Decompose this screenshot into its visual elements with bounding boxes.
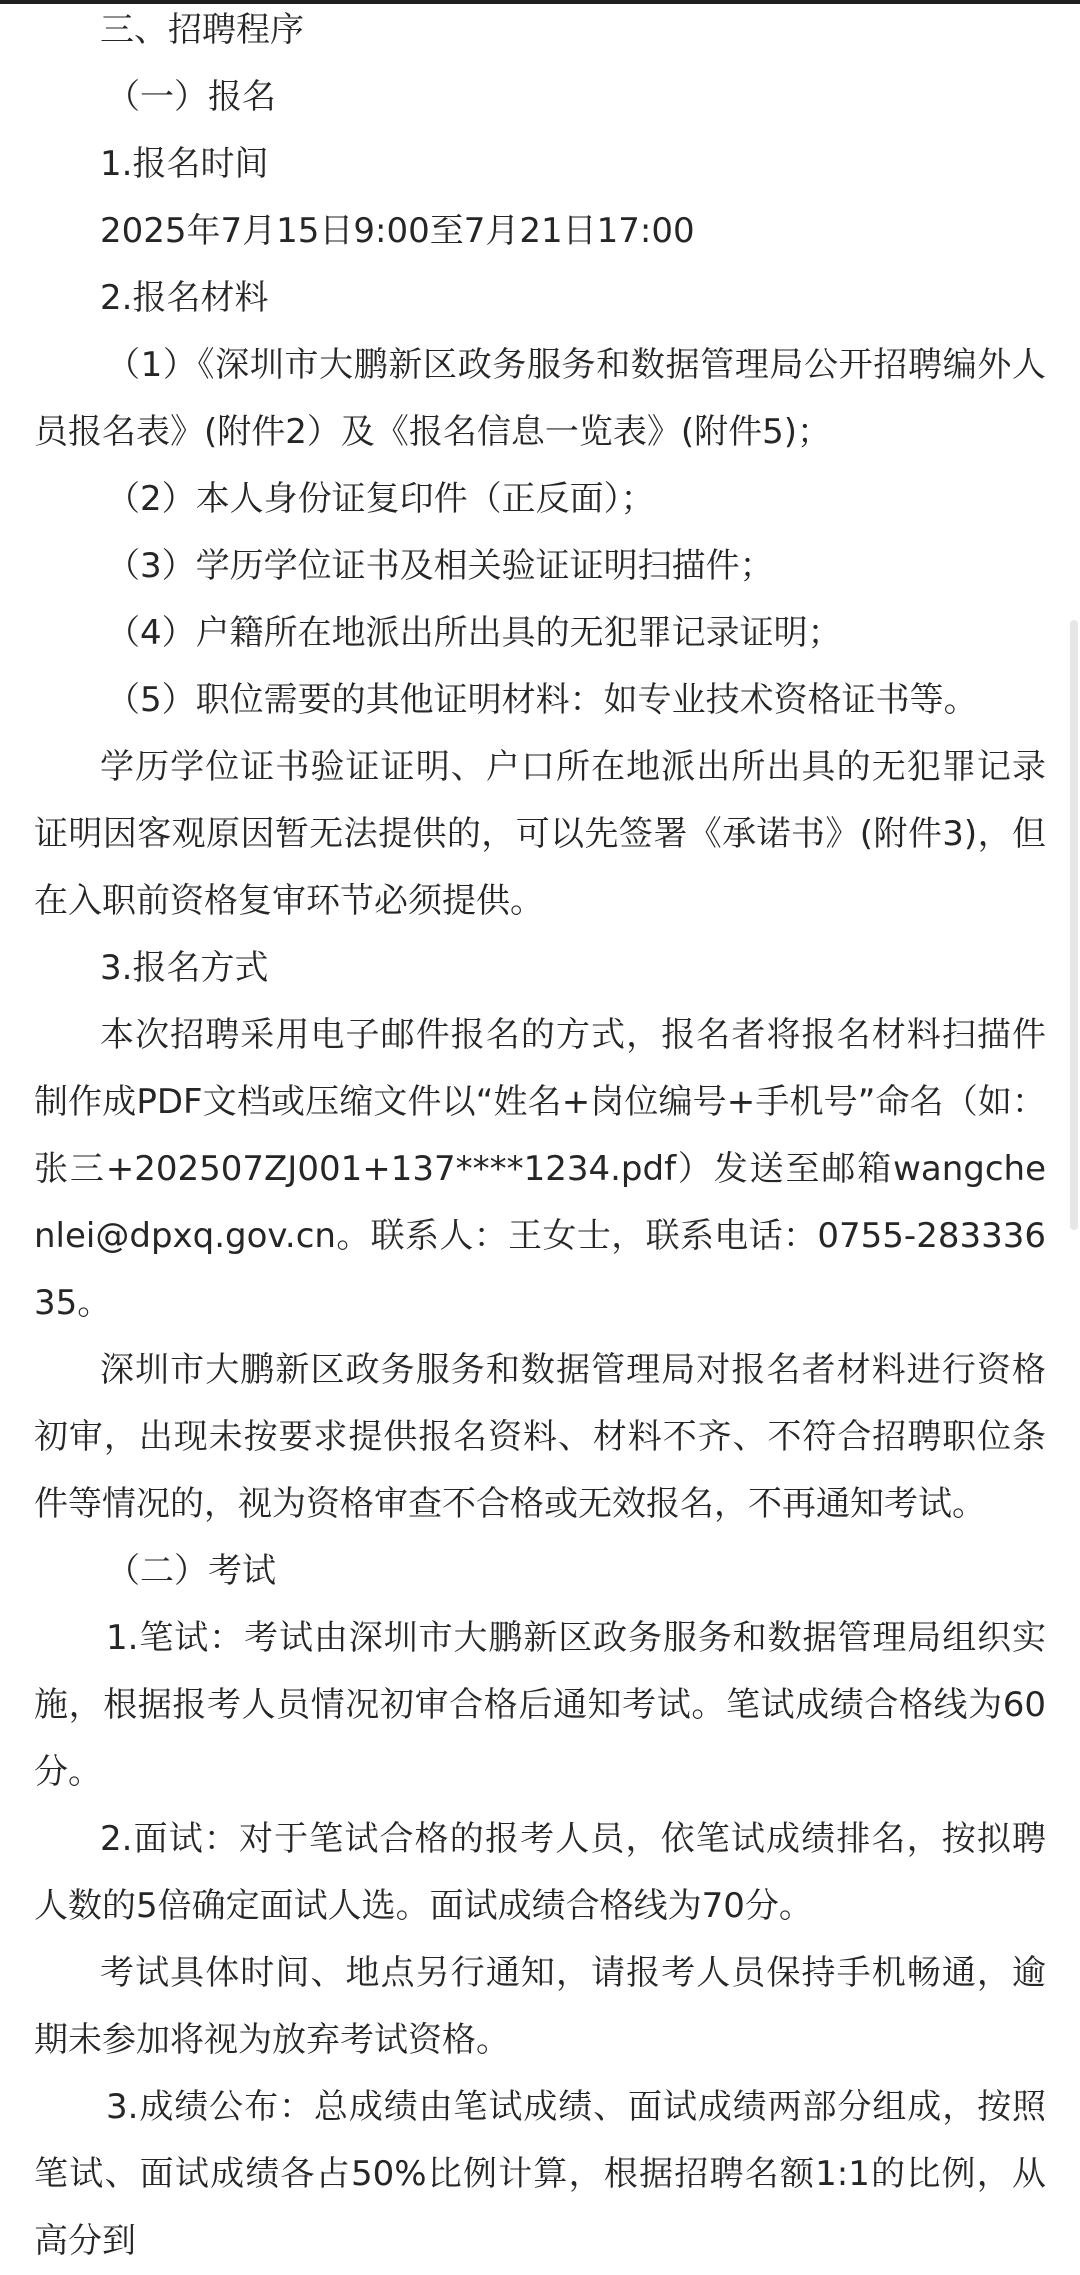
subsection-heading-registration: （一）报名 xyxy=(106,77,276,117)
material-item-1: （1）《深圳市大鹏新区政务服务和数据管理局公开招聘编外人员报名表》(附件2）及《报名信息一览表》(附件5)； xyxy=(34,345,1046,452)
item-heading-registration-time: 1.报名时间 xyxy=(100,144,269,184)
materials-note-paragraph: 学历学位证书验证证明、户口所在地派出所出具的无犯罪记录证明因客观原因暂无法提供的，可以先签署《承诺书》(附件3)，但在入职前资格复审环节必须提供。 xyxy=(34,747,1046,921)
registration-method-paragraph: 本次招聘采用电子邮件报名的方式，报名者将报名材料扫描件制作成PDF文档或压缩文件以“姓名+岗位编号+手机号”命名（如：张三+202507ZJ001+137****1234.pdf）发送至邮箱wangchenlei@dpxq.gov.cn。联系人：王女士，联系电话：0755-28333635。 xyxy=(34,1015,1046,1323)
registration-time-value: 2025年7月15日9:00至7月21日17:00 xyxy=(100,211,695,251)
material-item-3: （3）学历学位证书及相关验证证明扫描件； xyxy=(106,546,774,586)
section-heading-recruitment-procedure: 三、招聘程序 xyxy=(100,10,304,50)
written-exam-paragraph: 1.笔试：考试由深圳市大鹏新区政务服务和数据管理局组织实施，根据报考人员情况初审合格后通知考试。笔试成绩合格线为60分。 xyxy=(34,1618,1046,1792)
article-body xyxy=(34,0,1046,2275)
material-item-2: （2）本人身份证复印件（正反面）； xyxy=(106,479,655,519)
preliminary-review-paragraph: 深圳市大鹏新区政务服务和数据管理局对报名者材料进行资格初审，出现未按要求提供报名资料、材料不齐、不符合招聘职位条件等情况的，视为资格审查不合格或无效报名，不再通知考试。 xyxy=(34,1350,1046,1524)
exam-notice-paragraph: 考试具体时间、地点另行通知，请报考人员保持手机畅通，逾期未参加将视为放弃考试资格。 xyxy=(34,1953,1046,2060)
scrollbar-thumb[interactable] xyxy=(1070,620,1078,1230)
score-publication-paragraph: 3.成绩公布：总成绩由笔试成绩、面试成绩两部分组成，按照笔试、面试成绩各占50%比例计算，根据招聘名额1:1的比例，从高分到 xyxy=(34,2087,1046,2261)
interview-paragraph: 2.面试：对于笔试合格的报考人员，依笔试成绩排名，按拟聘人数的5倍确定面试人选。面试成绩合格线为70分。 xyxy=(34,1819,1046,1926)
item-heading-registration-materials: 2.报名材料 xyxy=(100,278,269,318)
material-item-4: （4）户籍所在地派出所出具的无犯罪记录证明； xyxy=(106,613,842,653)
subsection-heading-exam: （二）考试 xyxy=(106,1551,276,1591)
item-heading-registration-method: 3.报名方式 xyxy=(100,948,269,988)
material-item-5: （5）职位需要的其他证明材料：如专业技术资格证书等。 xyxy=(106,680,978,720)
